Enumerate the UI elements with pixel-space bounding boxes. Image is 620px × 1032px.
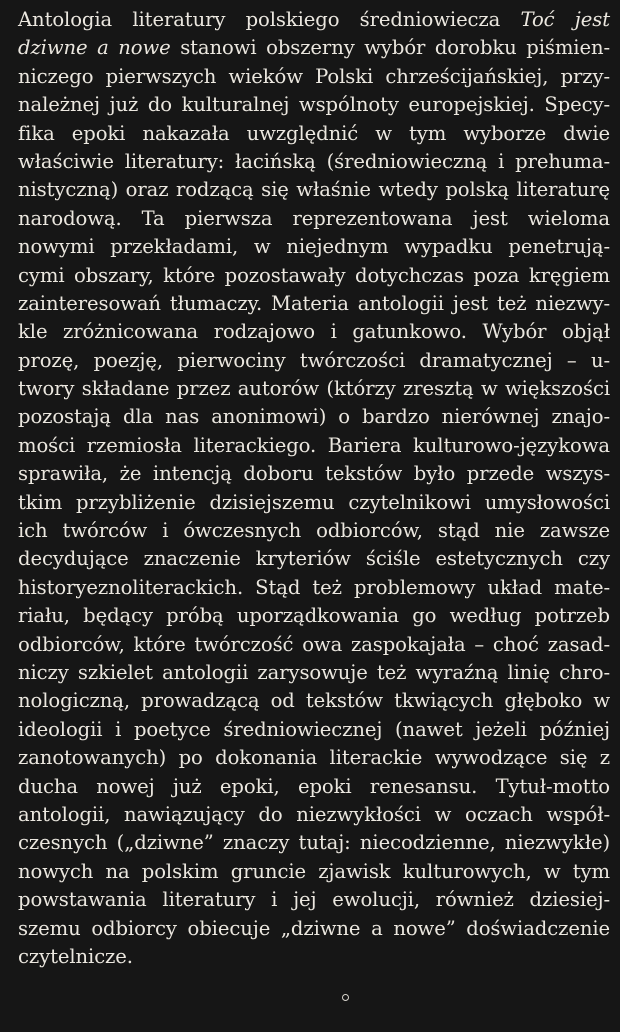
text-line: niczego pierwszych wieków Polski chrześcijańskiej, przy- xyxy=(18,64,610,88)
text-line: zainteresowań tłumaczy. Materia antologii jest też niezwy- xyxy=(18,291,610,315)
text-line: pozostają dla nas anonimowi) o bardzo nierównej znajo- xyxy=(18,405,610,429)
text-line: antologii, nawiązujący do niezwykłości w oczach współ- xyxy=(18,802,610,826)
text-line: szemu odbiorcy obiecuje „dziwne a nowe” doświadczenie xyxy=(18,916,610,940)
text-line: niczy szkielet antologii zarysowuje też wyraźną linię chro- xyxy=(18,660,610,684)
text-line: sprawiła, że intencją doboru tekstów było przede wszys- xyxy=(18,462,610,486)
small-circle-ornament xyxy=(342,994,349,1001)
italic-title: Toć jest xyxy=(520,8,610,31)
text-line: ducha nowej już epoki, epoki renesansu. Tytuł-motto xyxy=(18,774,610,798)
text-line: odbiorców, które twórczość owa zaspokajała – choć zasad- xyxy=(18,632,610,656)
text-line: nowych na polskim gruncie zjawisk kulturowych, w tym xyxy=(18,859,610,883)
text-line: nistyczną) oraz rodzącą się właśnie wtedy polską literaturę xyxy=(18,178,610,202)
text-line: narodową. Ta pierwsza reprezentowana jest wieloma xyxy=(18,206,610,230)
text-line: tkim przybliżenie dzisiejszemu czytelnikowi umysłowości xyxy=(18,490,610,514)
text-line: historyeznoliterackich. Stąd też problemowy układ mate- xyxy=(18,575,610,599)
text-line: Antologia literatury polskiego średniowiecza Toć jest xyxy=(18,8,610,31)
text-line: ich twórców i ówczesnych odbiorców, stąd nie zawsze xyxy=(18,519,610,543)
text-line: nowymi przekładami, w niejednym wypadku penetrują- xyxy=(18,235,610,259)
text-line: kle zróżnicowana rodzajowo i gatunkowo. Wybór objął xyxy=(18,320,610,344)
text-line: zanotowanych) po dokonania literackie wywodzące się z xyxy=(18,746,610,770)
text-line: właściwie literatury: łacińską (średniowieczną i prehuma- xyxy=(18,149,610,173)
text-line: mości rzemiosła literackiego. Bariera kulturowo-językowa xyxy=(18,433,610,457)
text-line: twory składane przez autorów (którzy zresztą w większości xyxy=(18,377,610,401)
text-line: dziwne a nowe stanowi obszerny wybór dorobku piśmien- xyxy=(18,36,611,60)
body-text xyxy=(18,6,610,971)
text-line: riału, będący próbą uporządkowania go według potrzeb xyxy=(18,604,610,628)
italic-title: dziwne a nowe xyxy=(18,36,171,60)
text-line: powstawania literatury i jej ewolucji, również dziesiej- xyxy=(18,888,610,912)
text-line-last: czytelnicze. xyxy=(18,944,133,968)
text-line: nologiczną, prowadzącą od tekstów tkwiących głęboko w xyxy=(18,689,610,713)
text-line: cymi obszary, które pozostawały dotychczas poza kręgiem xyxy=(18,263,610,287)
text-line: decydujące znaczenie kryteriów ściśle estetycznych czy xyxy=(18,547,610,571)
text-line: ideologii i poetyce średniowiecznej (nawet jeżeli później xyxy=(18,717,610,741)
text-line: należnej już do kulturalnej wspólnoty europejskiej. Specy- xyxy=(18,93,610,117)
text-line: czesnych („dziwne” znaczy tutaj: niecodzienne, niezwykłe) xyxy=(18,831,610,855)
text-line: prozę, poezję, pierwociny twórczości dramatycznej – u- xyxy=(18,348,610,372)
text-line: fika epoki nakazała uwzględnić w tym wyborze dwie xyxy=(18,121,610,145)
